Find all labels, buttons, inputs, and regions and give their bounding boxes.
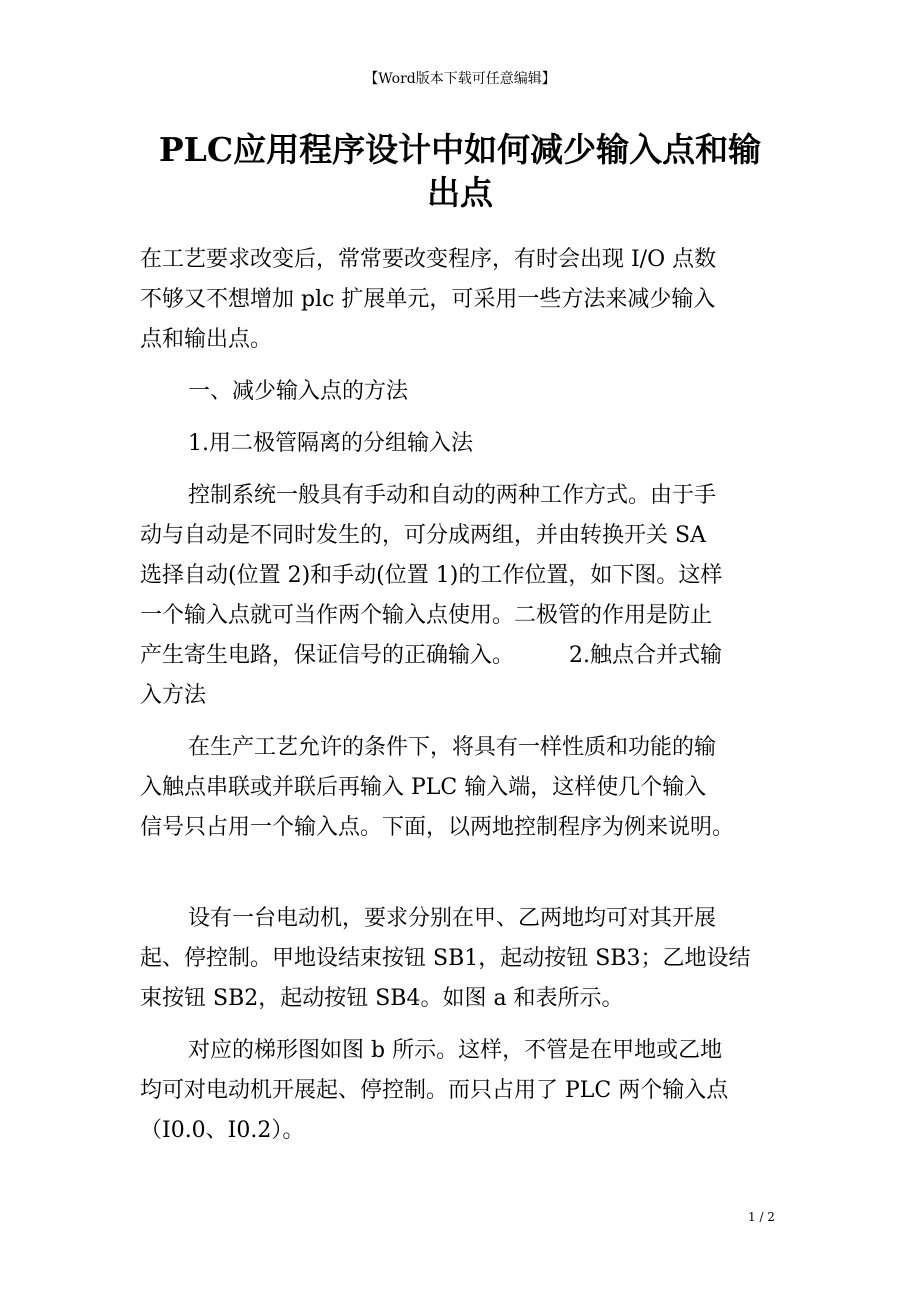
text-line: 产生寄生电路，保证信号的正确输入。 2.触点合并式输 xyxy=(140,643,722,668)
text-line: 设有一台电动机，要求分别在甲、乙两地均可对其开展 xyxy=(188,906,717,931)
body-paragraph xyxy=(140,1031,800,1151)
body-paragraph xyxy=(140,476,800,716)
text-line: 选择自动(位置 2)和手动(位置 1)的工作位置，如下图。这样 xyxy=(140,563,723,588)
text-line: 动与自动是不同时发生的，可分成两组，并由转换开关 SA xyxy=(140,523,706,548)
text-line: 束按钮 SB2，起动按钮 SB4。如图 a 和表所示。 xyxy=(140,986,624,1011)
page-number: 1 / 2 xyxy=(748,1210,775,1224)
text-line: 在工艺要求改变后，常常要改变程序，有时会出现 I/O 点数 xyxy=(140,247,717,272)
text-line: 一、减少输入点的方法 xyxy=(188,379,409,404)
text-line: 均可对电动机开展起、停控制。而只占用了 PLC 两个输入点 xyxy=(140,1078,729,1103)
text-line: （I0.0、I0.2）。 xyxy=(140,1118,305,1143)
page-header: 【Word版本下载可任意编辑】 xyxy=(364,71,556,87)
text-line: 入方法 xyxy=(140,683,207,708)
title-line: 出点 xyxy=(427,173,493,212)
text-line: 一个输入点就可当作两个输入点使用。二极管的作用是防止 xyxy=(140,603,713,628)
text-line: 对应的梯形图如图 b 所示。这样，不管是在甲地或乙地 xyxy=(188,1038,723,1063)
text-line: 起、停控制。甲地设结束按钮 SB1，起动按钮 SB3；乙地设结 xyxy=(140,946,751,971)
text-line: 控制系统一般具有手动和自动的两种工作方式。由于手 xyxy=(188,483,717,508)
text-line: 1.用二极管隔离的分组输入法 xyxy=(188,431,473,456)
text-line: 在生产工艺允许的条件下，将具有一样性质和功能的输 xyxy=(188,735,717,760)
text-line: 信号只占用一个输入点。下面，以两地控制程序为例来说明。 xyxy=(140,815,735,840)
text-line: 入触点串联或并联后再输入 PLC 输入端，这样使几个输入 xyxy=(140,775,707,800)
subsection-heading xyxy=(140,424,800,464)
text-line: 点和输出点。 xyxy=(140,327,273,352)
title-line: PLC应用程序设计中如何减少输入点和输 xyxy=(158,130,762,169)
document-title xyxy=(120,128,800,214)
text-line: 不够又不想增加 plc 扩展单元，可采用一些方法来减少输入 xyxy=(140,287,716,312)
intro-paragraph xyxy=(140,240,800,360)
body-paragraph xyxy=(140,899,800,1019)
body-paragraph xyxy=(140,728,800,848)
section-heading xyxy=(140,372,800,412)
